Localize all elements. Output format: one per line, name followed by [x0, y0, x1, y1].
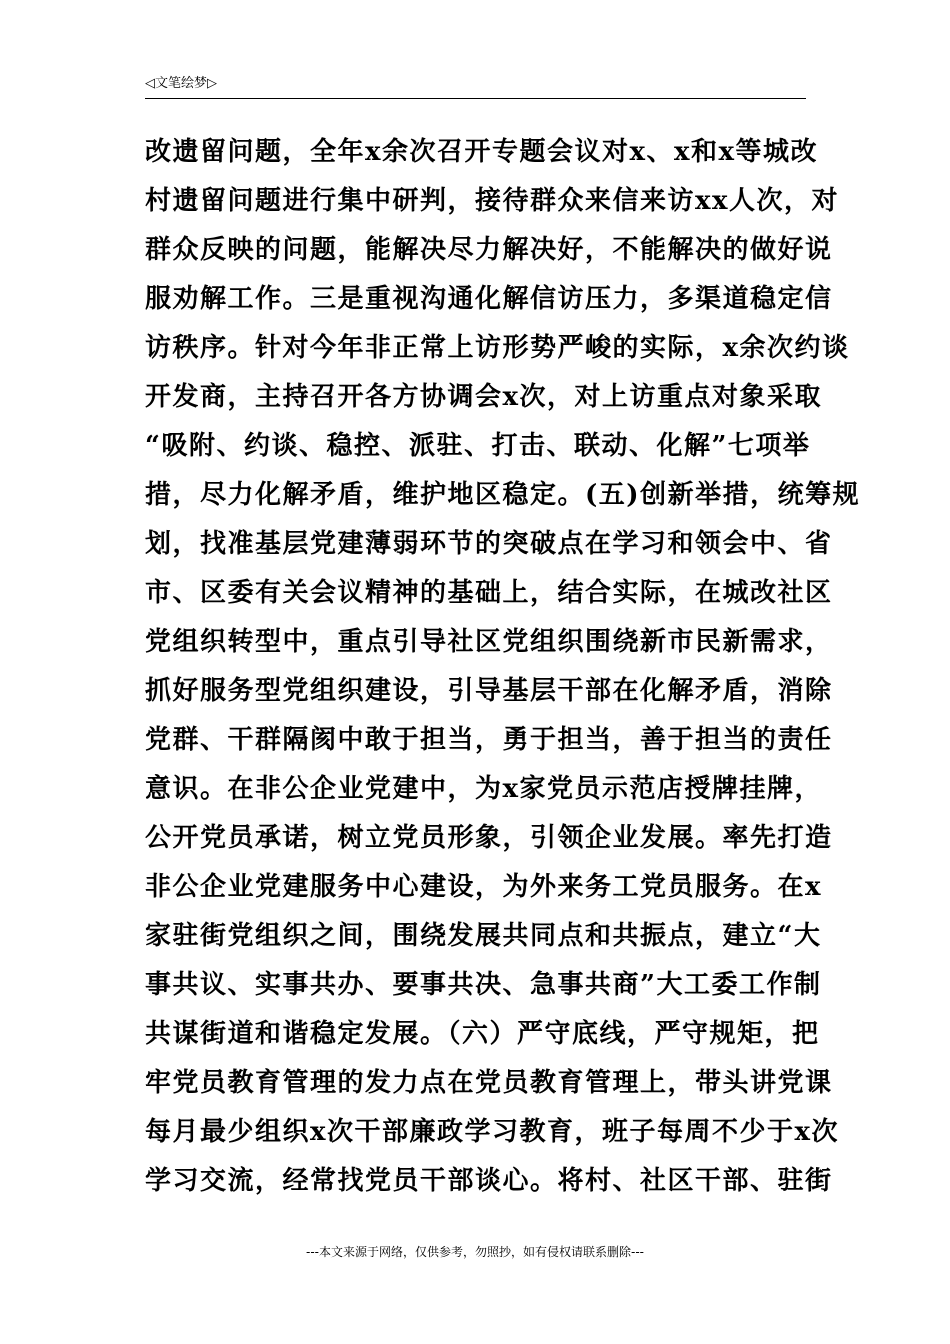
document-body — [145, 128, 861, 1206]
body-line: 党组织转型中，重点引导社区党组织围绕新市民新需求， — [145, 627, 833, 657]
body-line: 学习交流，经常找党员干部谈心。将村、社区干部、驻街 — [145, 1166, 833, 1196]
body-line: 抓好服务型党组织建设，引导基层干部在化解矛盾，消除 — [145, 676, 833, 706]
body-line: 事共议、实事共办、要事共决、急事共商”大工委工作制 — [145, 970, 822, 1000]
body-line: 意识。在非公企业党建中，为x家党员示范店授牌挂牌， — [145, 774, 823, 804]
body-line: 划，找准基层党建薄弱环节的突破点在学习和领会中、省 — [145, 529, 833, 559]
body-line: 党群、干群隔阂中敢于担当，勇于担当，善于担当的责任 — [145, 725, 833, 755]
body-line: 每月最少组织x次干部廉政学习教育，班子每周不少于x次 — [145, 1117, 840, 1147]
page-header — [145, 72, 806, 99]
body-line: 改遗留问题，全年x余次召开专题会议对x、x和x等城改 — [145, 137, 819, 167]
body-line: 措，尽力化解矛盾，维护地区稳定。(五)创新举措，统筹规 — [145, 480, 861, 510]
body-line: 市、区委有关会议精神的基础上，结合实际，在城改社区 — [145, 578, 833, 608]
body-line: “吸附、约谈、稳控、派驻、打击、联动、化解”七项举 — [145, 431, 811, 461]
body-line: 共谋街道和谐稳定发展。（六）严守底线，严守规矩，把 — [145, 1019, 820, 1049]
body-line: 公开党员承诺，树立党员形象，引领企业发展。率先打造 — [145, 823, 833, 853]
page-footer: ---本文来源于网络，仅供参考，勿照抄，如有侵权请联系删除--- — [306, 1245, 644, 1259]
body-line: 牢党员教育管理的发力点在党员教育管理上，带头讲党课 — [145, 1068, 833, 1098]
body-line: 开发商，主持召开各方协调会x次，对上访重点对象采取 — [145, 382, 823, 412]
body-line: 村遗留问题进行集中研判，接待群众来信来访xx人次，对 — [145, 186, 840, 216]
body-line: 家驻街党组织之间，围绕发展共同点和共振点，建立“大 — [145, 921, 822, 951]
body-line: 非公企业党建服务中心建设，为外来务工党员服务。在x — [145, 872, 823, 902]
body-line: 服劝解工作。三是重视沟通化解信访压力，多渠道稳定信 — [145, 284, 833, 314]
body-line: 访秩序。针对今年非正常上访形势严峻的实际，x余次约谈 — [145, 333, 850, 363]
body-line: 群众反映的问题，能解决尽力解决好，不能解决的做好说 — [145, 235, 833, 265]
header-title: ◁文笔绘梦▷ — [145, 76, 217, 91]
